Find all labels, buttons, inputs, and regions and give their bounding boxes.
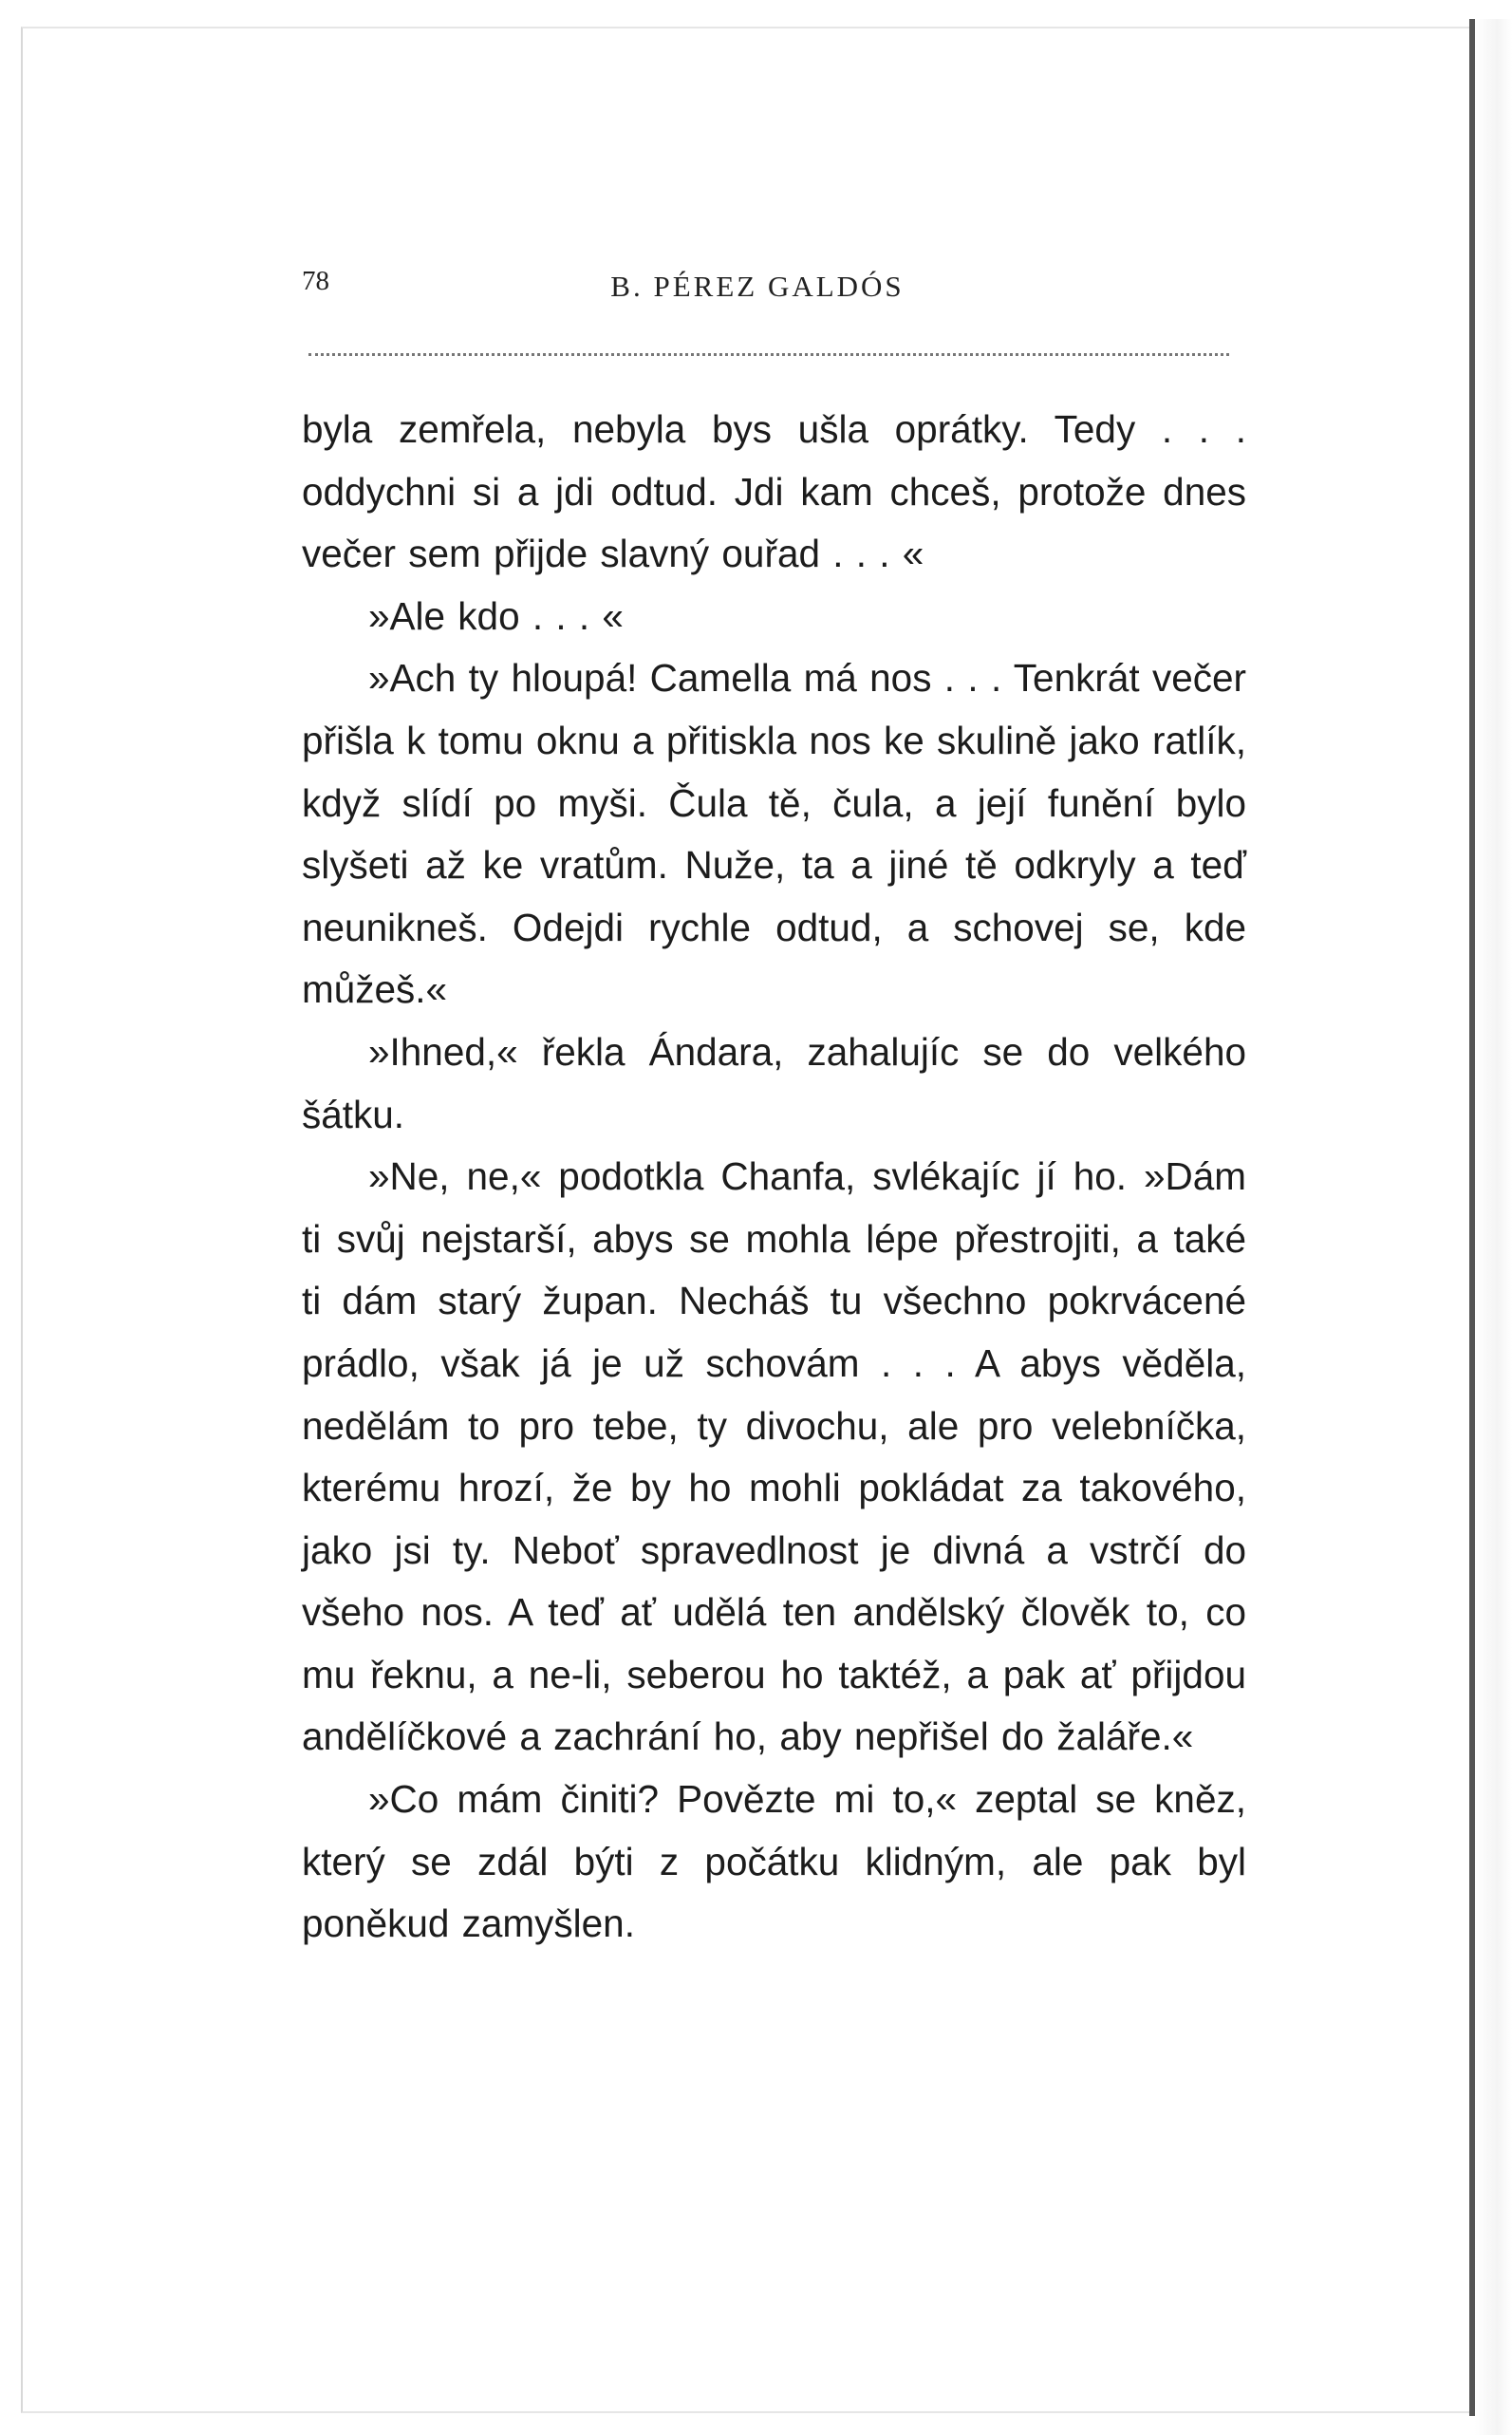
paragraph: »Ihned,« řekla Ándara, zahalujíc se do velkého šátku.: [302, 1029, 1246, 1136]
paragraph: byla zemřela, nebyla bys ušla oprátky. Tedy . . . oddychni si a jdi odtud. Jdi kam chceš, protože dnes večer sem přijde slavný ouřad . . . «: [302, 407, 1246, 576]
paragraph: »Ach ty hloupá! Camella má nos . . . Tenkrát večer přišla k tomu oknu a přitiskla nos ke skulině jako ratlík, když slídí po myši. Čula tě, čula, a její funění bylo slyšeti až ke vratům. Nuže, ta a jiné tě odkryly a teď neunikneš. Odejdi rychle odtud, a schovej se, kde můžeš.«: [302, 656, 1246, 1012]
scan-margin: [1475, 19, 1512, 2435]
header-dotted-rule: [308, 353, 1229, 356]
page-number: 78: [302, 266, 329, 296]
paragraph: »Ne, ne,« podotkla Chanfa, svlékajíc jí ho. »Dám ti svůj nejstarší, abys se mohla lépe přestrojiti, a také ti dám starý župan. Necháš tu všechno pokrvácené prádlo, však já je už schovám . . . A abys věděla, nedělám to pro tebe, ty divochu, ale pro velebníčka, kterému hrozí, že by ho mohli pokládat za takového, jako jsi ty. Neboť spravedlnost je divná a vstrčí do všeho nos. A teď ať udělá ten andělský člověk to, co mu řeknu, a ne-li, seberou ho taktéž, a pak ať přijdou andělíčkové a zachrání ho, aby nepřišel do žaláře.«: [302, 1154, 1246, 1759]
body-text: [302, 399, 1246, 1956]
running-title: B. PÉREZ GALDÓS: [610, 270, 905, 303]
page-header: [302, 266, 1213, 313]
paragraph: »Co mám činiti? Povězte mi to,« zeptal se kněz, který se zdál býti z počátku klidným, ale pak byl poněkud zamyšlen.: [302, 1777, 1246, 1946]
paragraph: »Ale kdo . . . «: [368, 593, 624, 638]
